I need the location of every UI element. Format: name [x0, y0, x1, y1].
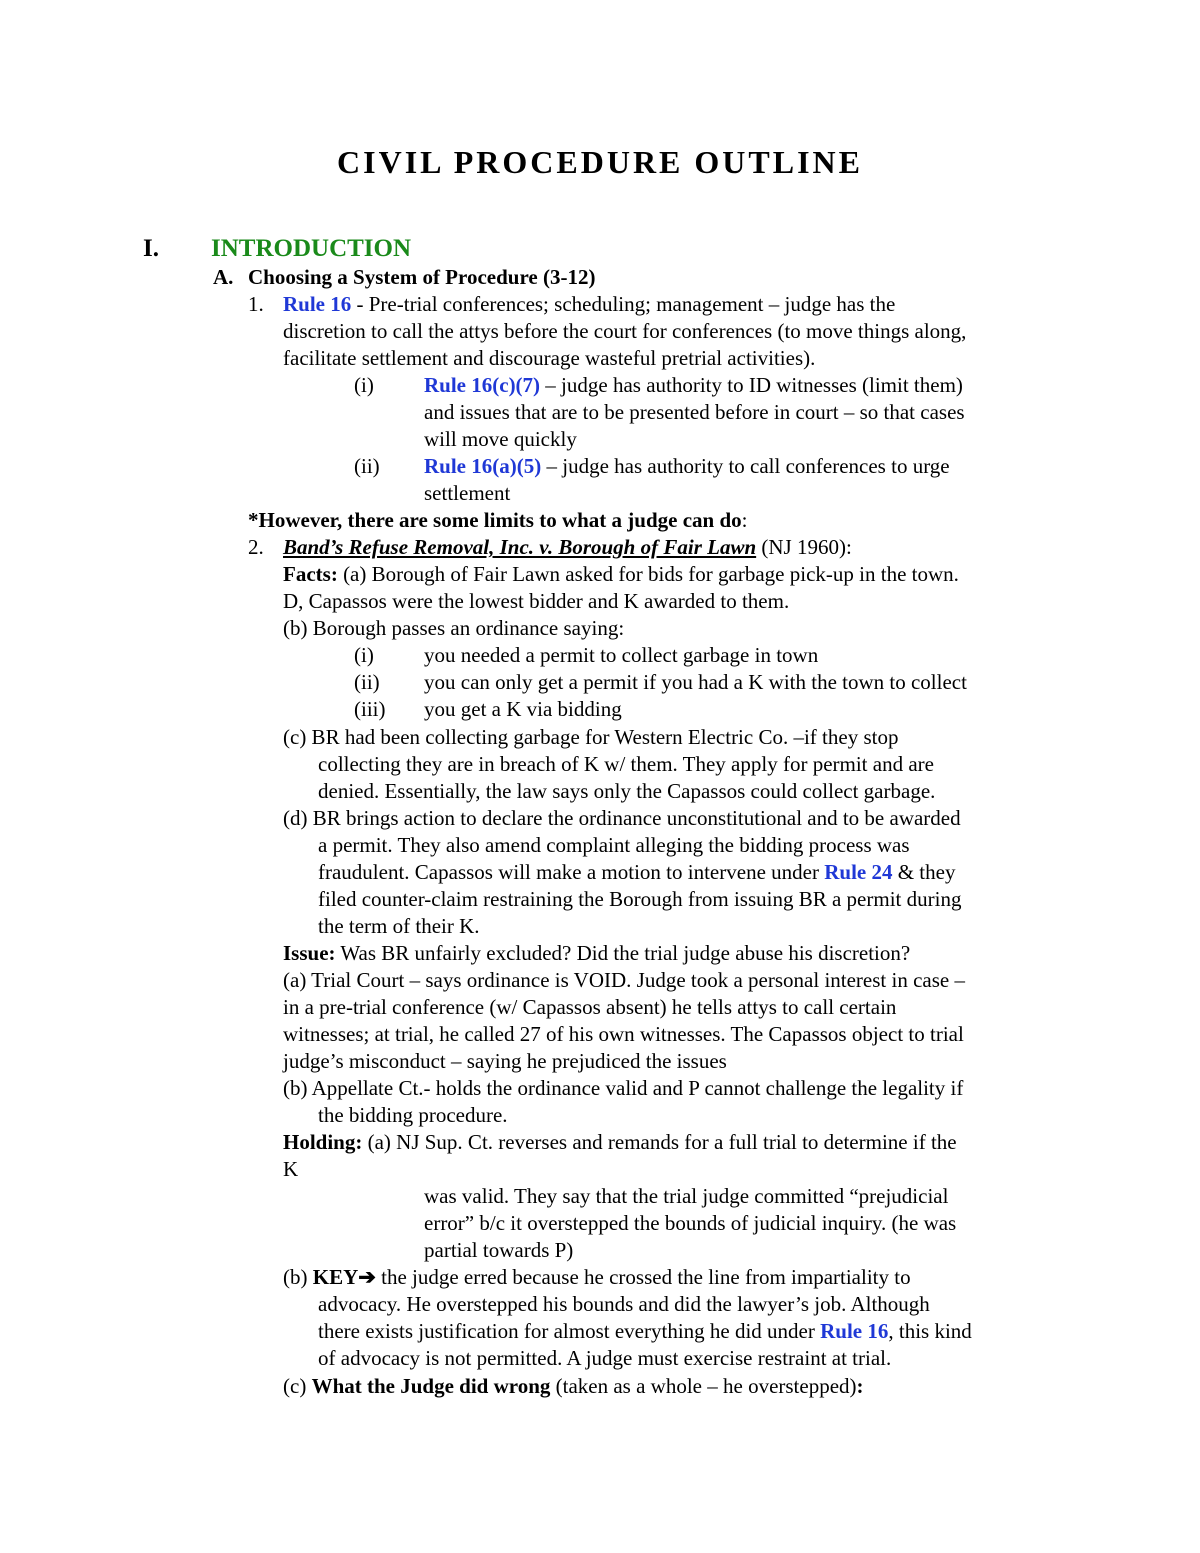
text-span: , this kind [888, 1319, 972, 1343]
facts-line [283, 561, 959, 588]
issue-label: Issue: [283, 941, 336, 965]
text-line: (d) BR brings action to declare the ordinance unconstitutional and to be awarded [283, 806, 961, 830]
text-span: fraudulent. Capassos will make a motion to intervene under [318, 860, 825, 884]
section-number: I. [143, 235, 159, 262]
rule-16c7-ref: Rule 16(c)(7) [424, 373, 541, 397]
text-line: judge’s misconduct – saying he prejudiced the issues [283, 1049, 727, 1073]
text-line: a permit. They also amend complaint alleging the bidding process was [318, 833, 910, 857]
rule-16-line [283, 291, 895, 318]
text-span: the judge erred because he crossed the line from impartiality to [375, 1265, 911, 1289]
ordinance-number: (i) [354, 643, 374, 667]
text-line: witnesses; at trial, he called 27 of his own witnesses. The Capassos object to trial [283, 1022, 964, 1046]
sub-item-number: (i) [354, 373, 374, 397]
text-line: denied. Essentially, the law says only the Capassos could collect garbage. [318, 779, 936, 803]
colon: : [856, 1374, 864, 1398]
text-line: the bidding procedure. [318, 1103, 508, 1127]
case-name: Band’s Refuse Removal, Inc. v. Borough of Fair Lawn [283, 535, 757, 559]
text-span: (c) [283, 1374, 312, 1398]
text-line: error” b/c it overstepped the bounds of judicial inquiry. (he was [424, 1211, 957, 1235]
ordinance-text: you can only get a permit if you had a K with the town to collect [424, 670, 967, 694]
rule-16c7-line [424, 372, 963, 399]
text-span: – judge has authority to call conferences to urge [541, 454, 950, 478]
text-span: Was BR unfairly excluded? Did the trial judge abuse his discretion? [335, 941, 911, 965]
however-line [248, 507, 747, 534]
holding-label: Holding: [283, 1130, 363, 1154]
subsection-number: A. [213, 265, 234, 289]
key-label: KEY [312, 1265, 359, 1289]
text-line: K [283, 1157, 299, 1181]
text-span: there exists justification for almost everything he did under [318, 1319, 821, 1343]
rule-16-ref: Rule 16 [820, 1319, 889, 1343]
text-line: was valid. They say that the trial judge committed “prejudicial [424, 1184, 949, 1208]
text-line: facilitate settlement and discourage wasteful pretrial activities). [283, 346, 816, 370]
issue-line [283, 940, 910, 967]
facts-label: Facts: [283, 562, 338, 586]
item-number: 1. [248, 292, 264, 316]
text-line: (b) Appellate Ct.- holds the ordinance valid and P cannot challenge the legality if [283, 1076, 964, 1100]
rule-24-line [318, 859, 955, 886]
text-span: (b) [283, 1265, 313, 1289]
text-line: and issues that are to be presented before in court – so that cases [424, 400, 965, 424]
text-line: in a pre-trial conference (w/ Capassos absent) he tells attys to call certain [283, 995, 897, 1019]
what-judge-did-wrong-line [283, 1373, 864, 1400]
holding-line [283, 1129, 957, 1156]
text-line: advocacy. He overstepped his bounds and did the lawyer’s job. Although [318, 1292, 930, 1316]
ordinance-text: you needed a permit to collect garbage in town [424, 643, 819, 667]
text-span: - Pre-trial conferences; scheduling; management – judge has the [351, 292, 896, 316]
rule-24-ref: Rule 24 [824, 860, 893, 884]
item-number: 2. [248, 535, 264, 559]
rule-16a5-line [424, 453, 950, 480]
ordinance-text: you get a K via bidding [424, 697, 622, 721]
right-arrow-icon: ➔ [358, 1265, 376, 1289]
rule-16-ref: Rule 16 [283, 292, 352, 316]
text-line: partial towards P) [424, 1238, 574, 1262]
text-span: (taken as a whole – he overstepped) [550, 1374, 857, 1398]
what-judge-did-wrong-label: What the Judge did wrong [311, 1374, 551, 1398]
text-line: filed counter-claim restraining the Borough from issuing BR a permit during [318, 887, 962, 911]
subsection-heading: Choosing a System of Procedure (3-12) [248, 265, 596, 289]
text-line: (c) BR had been collecting garbage for Western Electric Co. –if they stop [283, 725, 899, 749]
sub-item-number: (ii) [354, 454, 380, 478]
section-heading: INTRODUCTION [211, 235, 412, 262]
text-span: – judge has authority to ID witnesses (limit them) [540, 373, 963, 397]
text-line: D, Capassos were the lowest bidder and K awarded to them. [283, 589, 790, 613]
text-line: the term of their K. [318, 914, 480, 938]
text-span: & they [892, 860, 956, 884]
rule-16-line [318, 1318, 972, 1345]
case-name-line [283, 534, 852, 561]
text-span: (a) NJ Sup. Ct. reverses and remands for a full trial to determine if the [362, 1130, 957, 1154]
case-cite: (NJ 1960): [756, 535, 852, 559]
text-line: discretion to call the attys before the court for conferences (to move things along, [283, 319, 967, 343]
page-title: CIVIL PROCEDURE OUTLINE [337, 144, 863, 180]
ordinance-number: (ii) [354, 670, 380, 694]
rule-16a5-ref: Rule 16(a)(5) [424, 454, 542, 478]
text-line: settlement [424, 481, 511, 505]
text-line: of advocacy is not permitted. A judge must exercise restraint at trial. [318, 1346, 892, 1370]
text-line: will move quickly [424, 427, 577, 451]
text-line: collecting they are in breach of K w/ them. They apply for permit and are [318, 752, 934, 776]
text-span: : [741, 508, 748, 532]
ordinance-number: (iii) [354, 697, 386, 721]
key-line [283, 1264, 911, 1291]
text-line: (a) Trial Court – says ordinance is VOID. Judge took a personal interest in case – [283, 968, 965, 992]
text-span: (a) Borough of Fair Lawn asked for bids for garbage pick-up in the town. [337, 562, 959, 586]
text-line: (b) Borough passes an ordinance saying: [283, 616, 625, 640]
however-bold: *However, there are some limits to what a judge can do [248, 508, 742, 532]
